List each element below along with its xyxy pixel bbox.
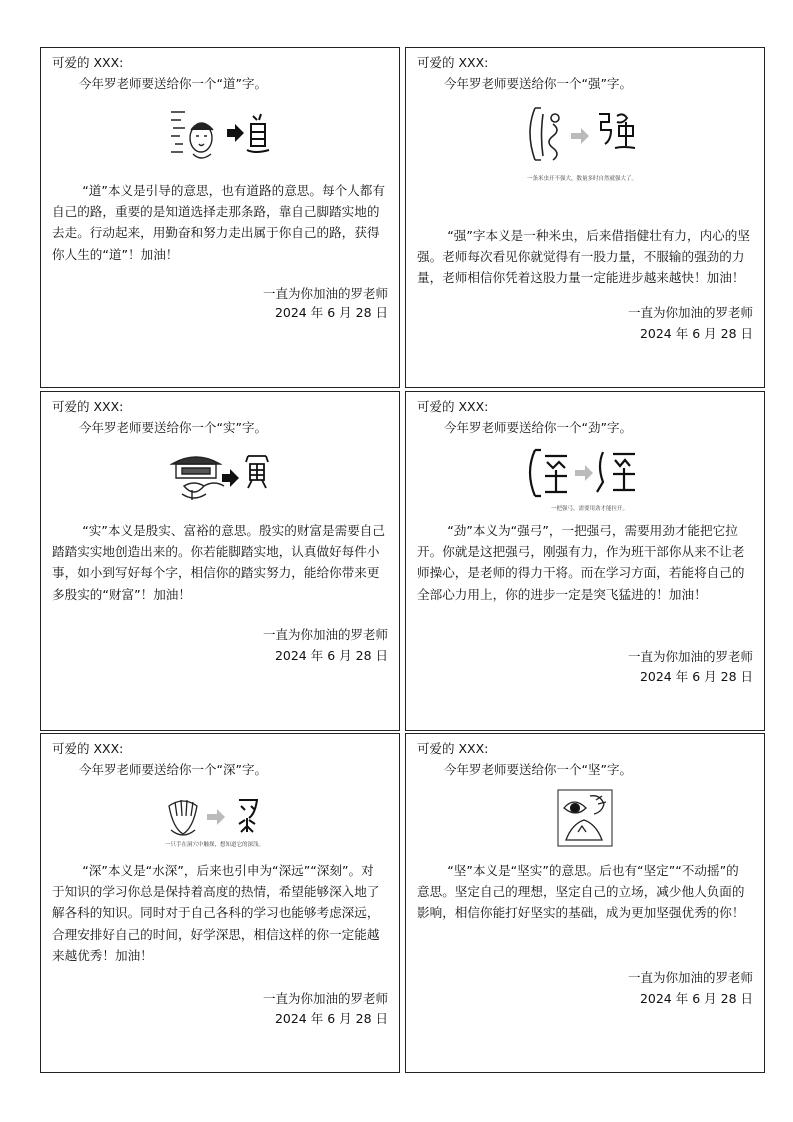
date: 2024 年 6 月 28 日: [639, 669, 753, 684]
body-text: “坚”本义是“坚实”的意思。后也有“坚定”“不动摇”的意思。坚定自己的理想，坚定自己的立场，减少他人负面的影响，相信你能打好坚实的基础，成为更加坚强优秀的你！: [417, 863, 745, 921]
card-shen: [40, 733, 400, 1073]
date: 2024 年 6 月 28 日: [639, 326, 753, 341]
body-text: “强”字本义是一种米虫，后来借指健壮有力，内心的坚强。老师每次看见你就觉得有一股力量，不服输的强劲的力量，老师相信你凭着这股力量一定能进步越来越快！加油！: [417, 228, 750, 286]
intro-line: 今年罗老师要送给你一个“坚”字。: [444, 762, 632, 777]
jian-picture-icon: [556, 788, 614, 850]
signature: 一直为你加油的罗老师: [262, 286, 388, 301]
glyph-caption: 一把强弓，需要用劲才能拉开。: [551, 506, 629, 512]
intro-line: 今年罗老师要送给你一个“强”字。: [444, 76, 632, 91]
greeting: 可爱的 XXX:: [52, 55, 124, 70]
greeting: 可爱的 XXX:: [417, 55, 489, 70]
date: 2024 年 6 月 28 日: [639, 991, 753, 1006]
intro-line: 今年罗老师要送给你一个“劲”字。: [444, 420, 632, 435]
jin-evolution-icon: [523, 446, 647, 516]
intro-line: 今年罗老师要送给你一个“实”字。: [79, 420, 267, 435]
signature: 一直为你加油的罗老师: [627, 649, 753, 664]
shen-evolution-icon: [161, 792, 279, 852]
greeting: 可爱的 XXX:: [417, 399, 489, 414]
body-text: “实”本义是殷实、富裕的意思。殷实的财富是需要自己踏踏实实地创造出来的。你若能脚踏实地，认真做好每件小事，如小到写好每个字，相信你的踏实努力，能给你带来更多殷实的“财富”！加油！: [52, 523, 385, 602]
signature: 一直为你加油的罗老师: [262, 991, 388, 1006]
intro-line: 今年罗老师要送给你一个“道”字。: [79, 76, 267, 91]
glyph-caption: 一条米虫开不强大，数量多时自然就强大了。: [527, 176, 638, 182]
qiang-evolution-icon: [523, 102, 647, 190]
card-jian: [405, 733, 765, 1073]
card-shi: [40, 391, 400, 731]
date: 2024 年 6 月 28 日: [274, 1011, 388, 1026]
body-text: “深”本义是“水深”，后来也引申为“深远”“深刻”。对于知识的学习你总是保持着高度的热情，希望能够深入地了解各科的知识。同时对于自己各科的学习也能够考虑深远，合理安排好自己的时间，好学深思，相信这样的你一定能越来越优秀！加油！: [52, 863, 380, 963]
body-text: “道”本义是引导的意思，也有道路的意思。每个人都有自己的路，重要的是知道选择走那条路，靠自己脚踏实地的去走。行动起来，用勤奋和努力走出属于你自己的路，获得你人生的“道”！加油！: [52, 183, 385, 262]
intro-line: 今年罗老师要送给你一个“深”字。: [79, 762, 267, 777]
date: 2024 年 6 月 28 日: [274, 305, 388, 320]
signature: 一直为你加油的罗老师: [262, 627, 388, 642]
shi-evolution-icon: [168, 446, 272, 512]
greeting: 可爱的 XXX:: [52, 399, 124, 414]
card-dao: [40, 47, 400, 388]
signature: 一直为你加油的罗老师: [627, 970, 753, 985]
card-qiang: [405, 47, 765, 388]
greeting: 可爱的 XXX:: [52, 741, 124, 756]
greeting: 可爱的 XXX:: [417, 741, 489, 756]
date: 2024 年 6 月 28 日: [274, 648, 388, 663]
glyph-caption: 一只手在洞穴中触探，想知道它的深浅。: [165, 842, 265, 848]
card-jin: [405, 391, 765, 731]
signature: 一直为你加油的罗老师: [627, 305, 753, 320]
body-text: “劲”本义为“强弓”，一把强弓，需要用劲才能把它拉开。你就是这把强弓，刚强有力，作为班干部你从来不让老师操心，是老师的得力干将。而在学习方面，若能将自己的全部心力用上，你的进步一定是突飞猛进的！加油！: [417, 523, 745, 602]
dao-evolution-icon: [165, 102, 275, 168]
